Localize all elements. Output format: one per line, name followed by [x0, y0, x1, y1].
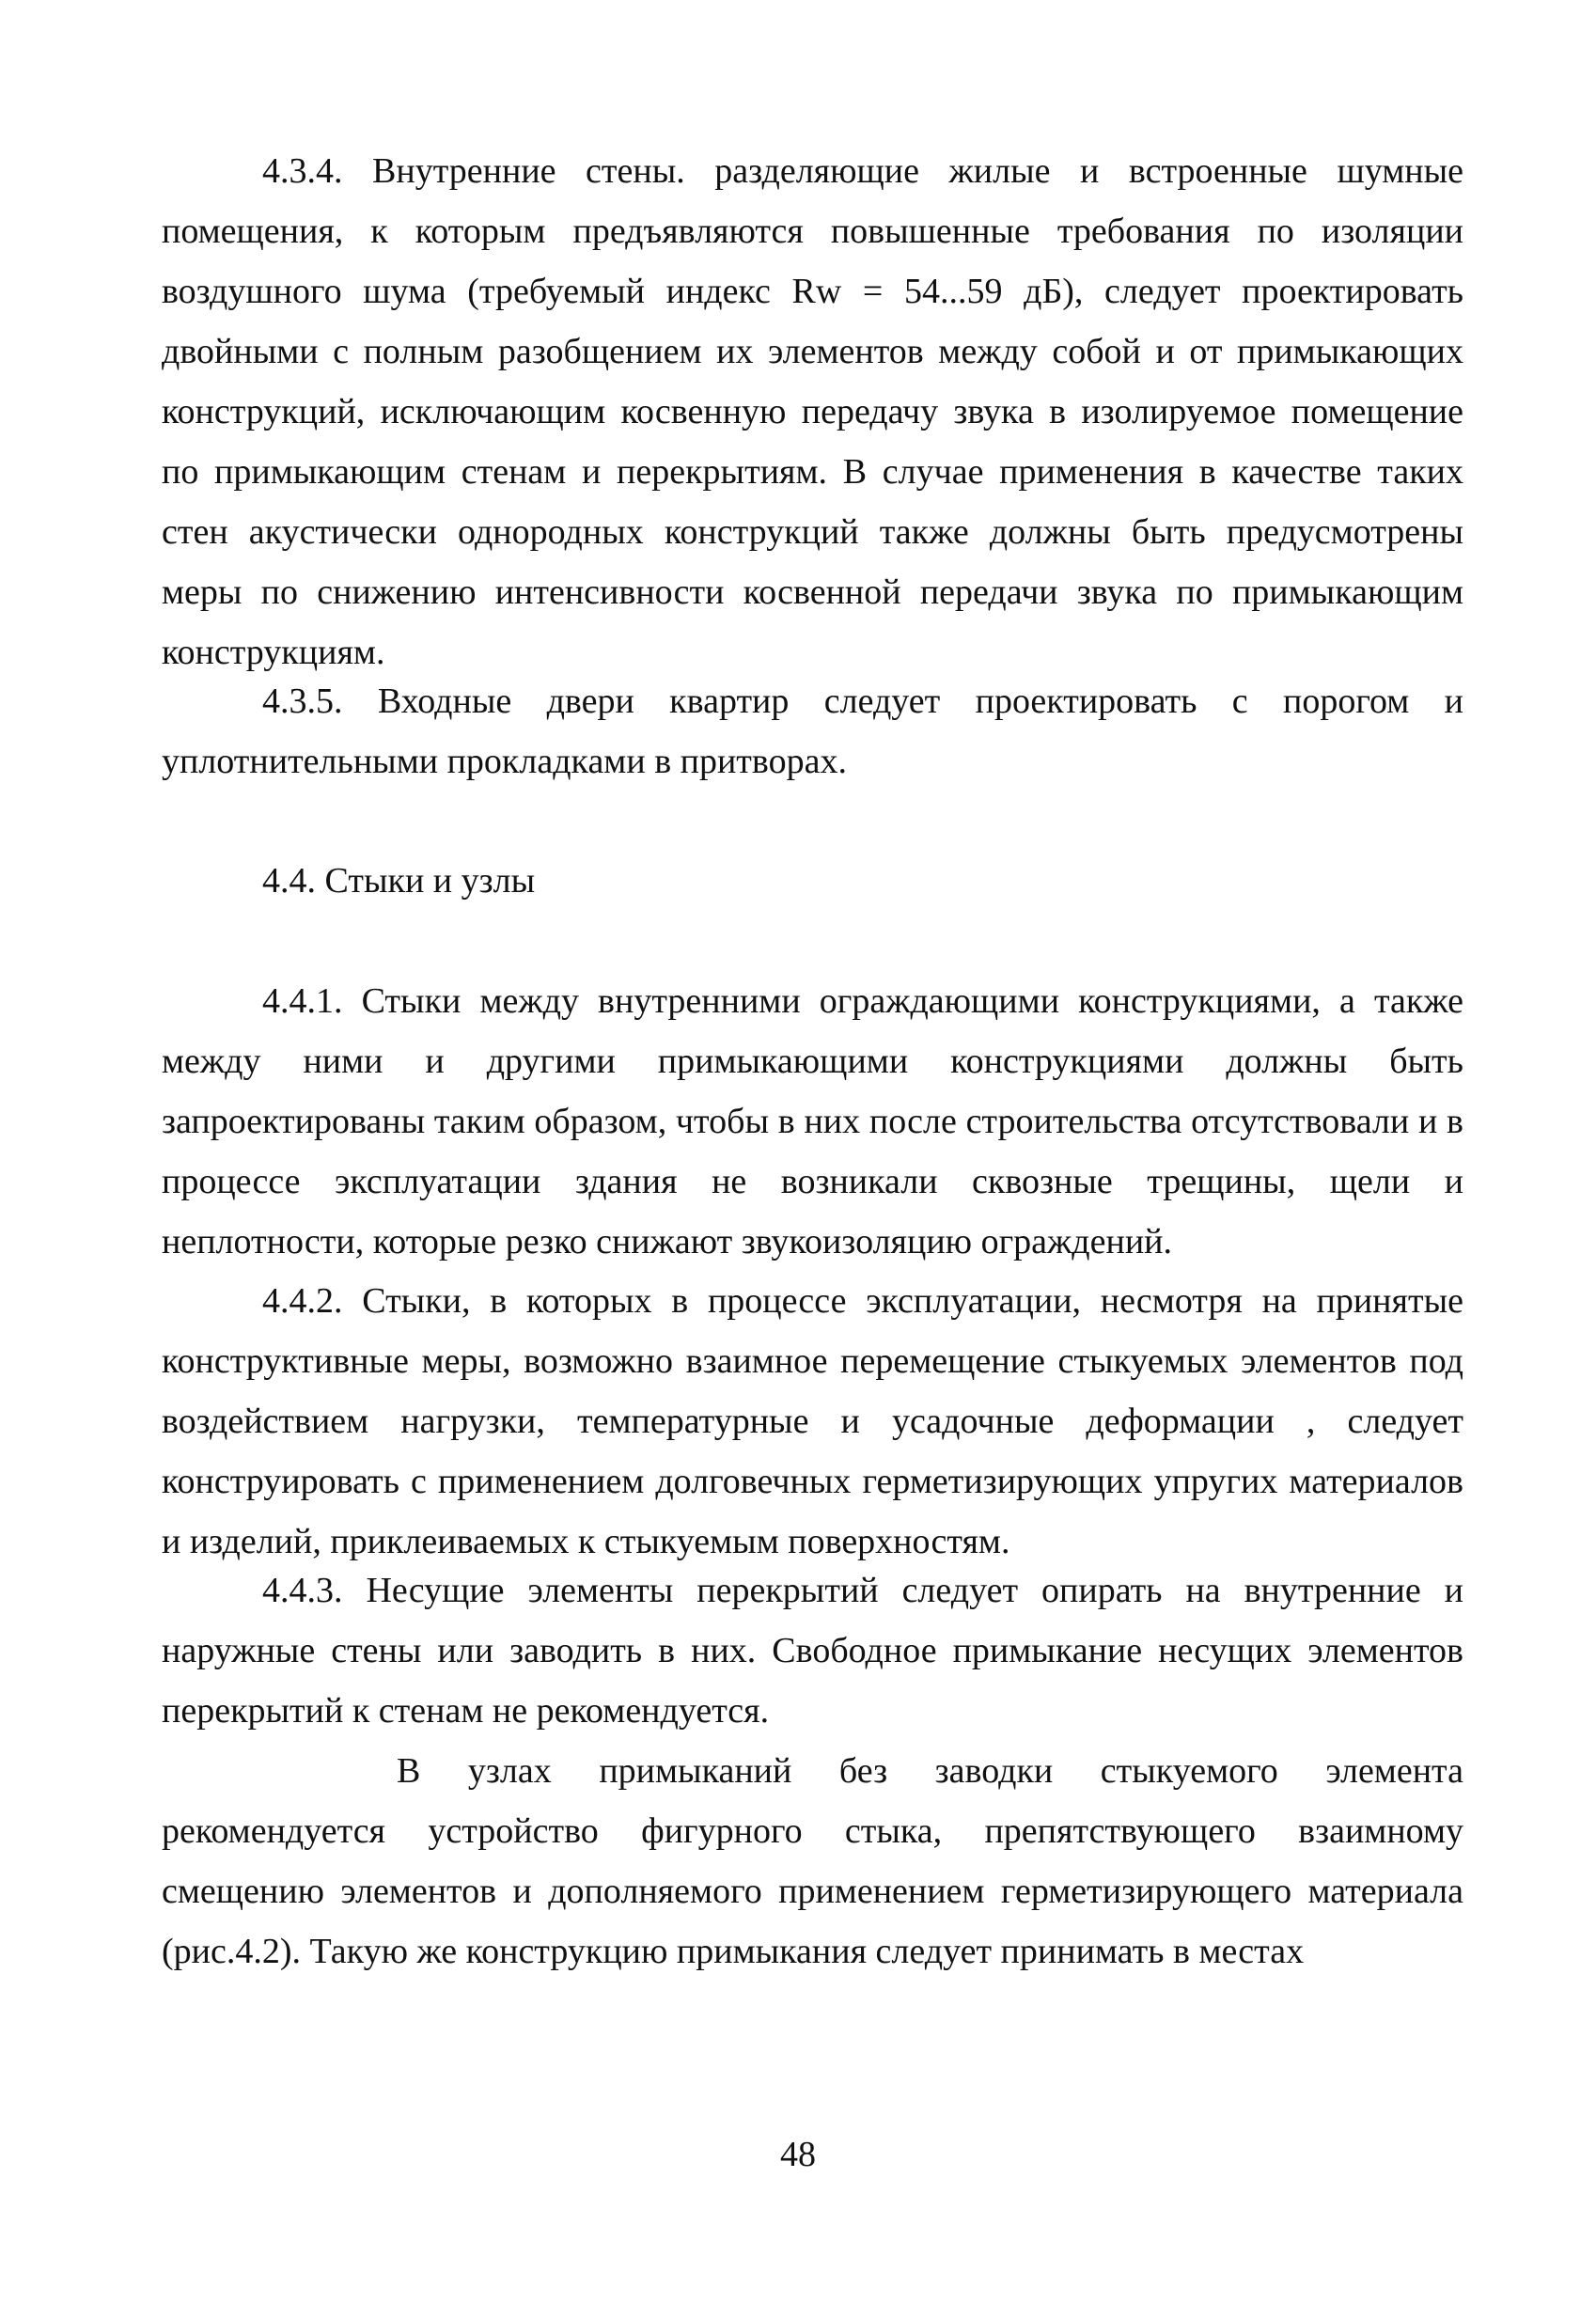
- paragraph-4-4-1: [162, 971, 1463, 1272]
- paragraph-text: 4.3.4. Внутренние стены. разделяющие жилые и встроенные шумные помещения, к которым предъявляются повышенные требования по изоляции воздушного шума (требуемый индекс Rw = 54...59 дБ), следует проектировать двойными с полным разобщением их элементов между собой и от примыкающих конструкций, исключающим косвенную передачу звука в изолируемое помещение по примыкающим стенам и перекрытиям. В случае применения в качестве таких стен акустически однородных конструкций также должны быть предусмотрены меры по снижению интенсивности косвенной передачи звука по примыкающим конструкциям.: [162, 151, 1463, 672]
- paragraph-text: 4.4.3. Несущие элементы перекрытий следует опирать на внутренние и наружные стены или заводить в них. Свободное примыкание несущих элементов перекрытий к стенам не рекомендуется.: [162, 1571, 1463, 1731]
- paragraph-text: В узлах примыканий без заводки стыкуемого элемента рекомендуется устройство фигурного стыка, препятствующего взаимному смещению элементов и дополняемого применением герметизирующего материала (рис.4.2). Такую же конструкцию примыкания следует принимать в местах: [162, 1751, 1463, 1971]
- section-heading-text: 4.4. Стыки и узлы: [262, 861, 536, 901]
- paragraph-4-4-2: [162, 1271, 1463, 1572]
- paragraph-4-4-3: [162, 1560, 1463, 1741]
- paragraph-text: 4.3.5. Входные двери квартир следует проектировать с порогом и уплотнительными прокладками в притворах.: [162, 682, 1463, 781]
- paragraph-text: 4.4.1. Стыки между внутренними ограждающими конструкциями, а также между ними и другими примыкающими конструкциями должны быть запроектированы таким образом, чтобы в них после строительства отсутствовали и в процессе эксплуатации здания не возникали сквозные трещины, щели и неплотности, которые резко снижают звукоизоляцию ограждений.: [162, 981, 1463, 1261]
- paragraph-text: 4.4.2. Стыки, в которых в процессе эксплуатации, несмотря на принятые конструктивные меры, возможно взаимное перемещение стыкуемых элементов под воздействием нагрузки, температурные и усадочные деформации , следует конструировать с применением долговечных герметизирующих упругих материалов и изделий, приклеиваемых к стыкуемым поверхностям.: [162, 1281, 1463, 1561]
- paragraph-4-3-5: [162, 671, 1463, 791]
- paragraph-4-3-4: [162, 141, 1463, 682]
- page-number: 48: [780, 2135, 816, 2174]
- paragraph-4-4-3-continuation: [162, 1741, 1463, 1982]
- section-heading-4-4: [162, 851, 1463, 911]
